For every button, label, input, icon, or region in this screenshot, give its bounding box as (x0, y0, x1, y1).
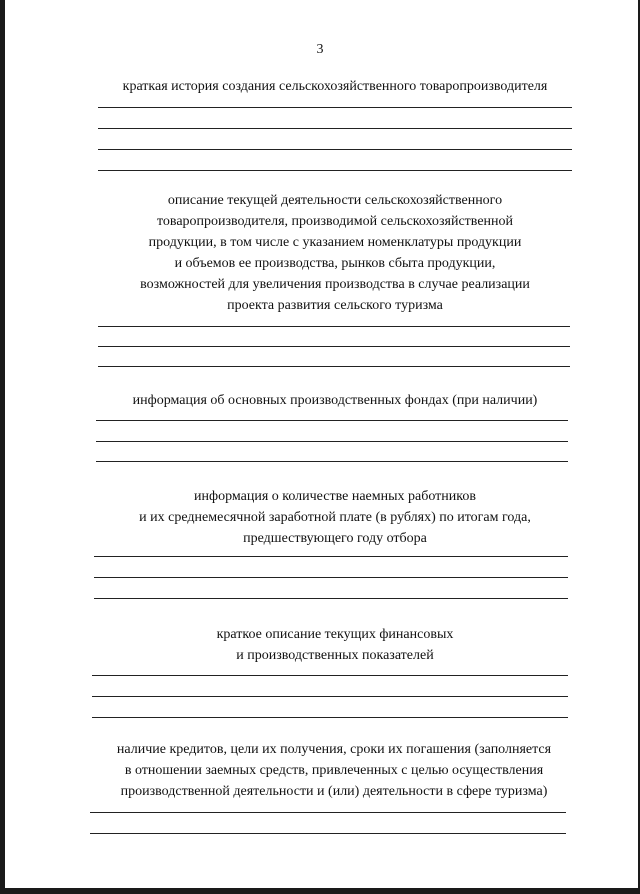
fill-line (94, 598, 568, 599)
fill-line (94, 577, 568, 578)
heading-line: и производственных показателей (236, 648, 434, 663)
fill-line (92, 675, 568, 676)
fill-line (90, 833, 566, 834)
heading-line: возможностей для увеличения производства в случае реализации (140, 277, 530, 292)
heading-line: краткое описание текущих финансовых (216, 627, 454, 642)
page-number: 3 (316, 42, 324, 57)
scan-edge-bottom (0, 888, 640, 894)
heading-line: и их среднемесячной заработной плате (в рублях) по итогам года, (139, 510, 531, 525)
fill-line (90, 812, 566, 813)
heading-line: производственной деятельности и (или) деятельности в сфере туризма) (120, 784, 548, 799)
section-employees-heading (100, 486, 570, 549)
fill-line (96, 461, 568, 462)
section-financial-heading (100, 624, 570, 666)
heading-line: описание текущей деятельности сельскохозяйственного (167, 193, 503, 208)
heading-line: краткая история создания сельскохозяйственного товаропроизводителя (122, 79, 548, 94)
fill-line (96, 441, 568, 442)
heading-line: проекта развития сельского туризма (227, 298, 443, 313)
fill-line (94, 556, 568, 557)
fill-line (98, 107, 572, 108)
heading-line: продукции, в том числе с указанием номенклатуры продукции (148, 235, 522, 250)
fill-line (92, 717, 568, 718)
fill-line (96, 420, 568, 421)
section-history-heading (100, 76, 570, 97)
heading-line: и объемов ее производства, рынков сбыта продукции, (174, 256, 496, 271)
scan-edge-left (0, 0, 5, 894)
fill-line (98, 346, 570, 347)
fill-line (98, 128, 572, 129)
section-assets-heading (100, 390, 570, 411)
heading-line: предшествующего году отбора (243, 531, 427, 546)
section-credits-heading (96, 739, 572, 802)
section-activity-heading (100, 190, 570, 316)
heading-line: наличие кредитов, цели их получения, сроки их погашения (заполняется (116, 742, 552, 757)
fill-line (98, 170, 572, 171)
fill-line (92, 696, 568, 697)
fill-line (98, 326, 570, 327)
fill-line (98, 149, 572, 150)
heading-line: информация об основных производственных фондах (при наличии) (132, 393, 538, 408)
heading-line: в отношении заемных средств, привлеченных с целью осуществления (124, 763, 544, 778)
heading-line: информация о количестве наемных работников (194, 489, 476, 504)
fill-line (98, 366, 570, 367)
heading-line: товаропроизводителя, производимой сельскохозяйственной (156, 214, 514, 229)
